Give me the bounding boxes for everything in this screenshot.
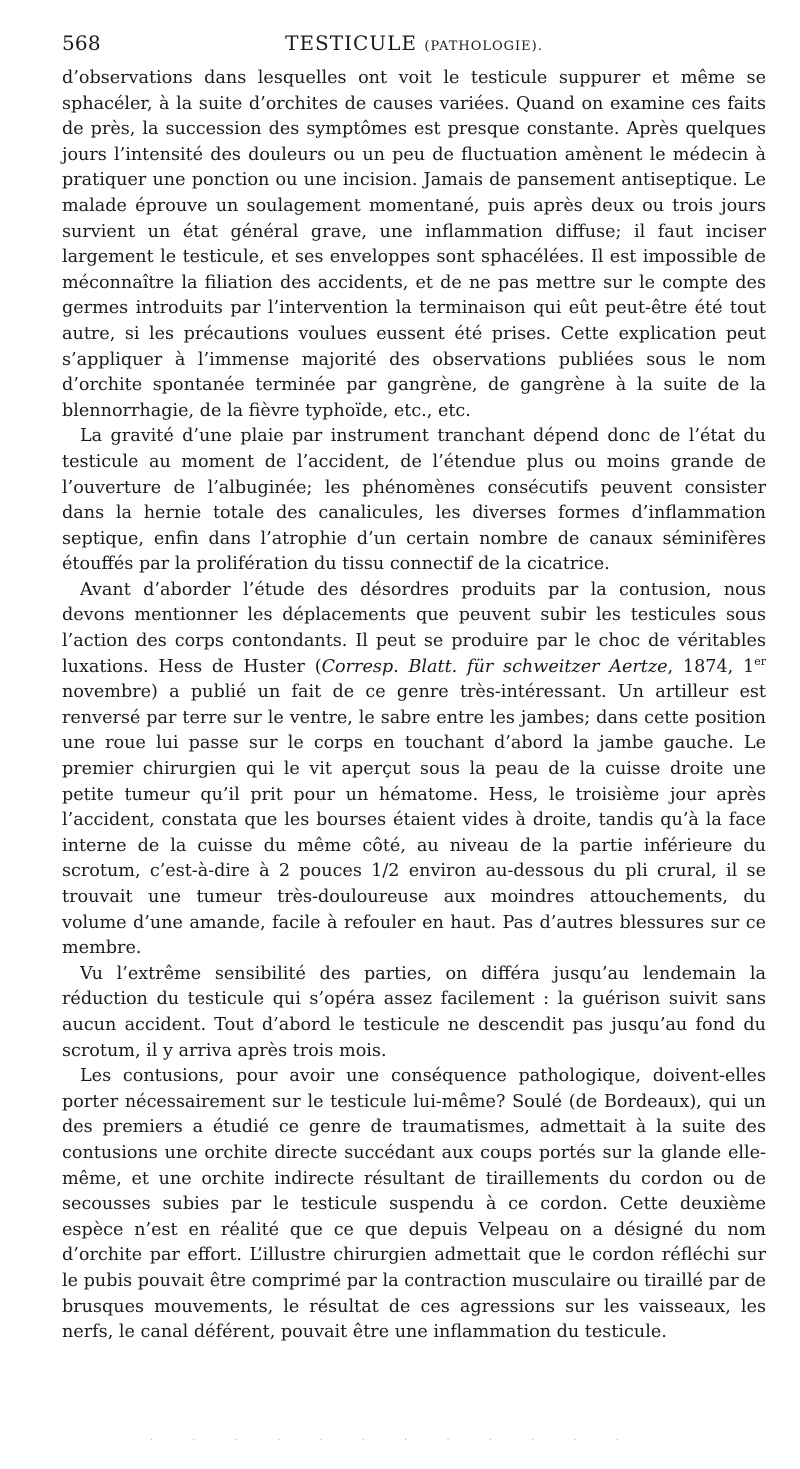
journal-citation: Corresp. Blatt. für schweitzer Aertze xyxy=(321,656,668,677)
ordinal-superscript: er xyxy=(754,654,766,668)
paragraph-3 xyxy=(62,578,766,962)
paragraph-3-text-before: Avant d’aborder l’étude des désordres produits par la contusion, nous devons mentionner les déplacements que peuvent subir les testicules sous l’action des corps contondants. Il peut se produire par le choc de véritables luxations. Hess de Huster ( xyxy=(62,579,766,677)
paragraph-5 xyxy=(62,1064,766,1346)
paragraph-5-text: Les contusions, pour avoir une conséquence pathologique, doivent-elles porter nécessairement sur le testicule lui-même? Soulé (de Bordeaux), qui un des premiers a étudié ce genre de traumatismes, admettait à la suite des contusions une orchite directe succédant aux coups portés sur la glande elle-même, et une orchite indirecte résultant de tiraillements du cordon ou de secousses subies par le testicule suspendu à ce cordon. Cette deuxième espèce n’est en réalité que ce que depuis Velpeau on a désigné du nom d’orchite par effort. L’illustre chirurgien admettait que le cordon réfléchi sur le pubis pouvait être comprimé par la contraction musculaire ou tiraillé par de brusques mouvements, le résultat de ces agressions sur les vaisseaux, les nerfs, le canal déférent, pouvait être une inflammation du testicule. xyxy=(62,1066,766,1343)
running-header xyxy=(62,28,766,62)
paragraph-3-text-mid: , 1874, 1 xyxy=(667,656,755,677)
paragraph-3-text-after: novembre) a publié un fait de ce genre très-intéressant. Un artilleur est renversé par terre sur le ventre, le sabre entre les jambes; dans cette position une roue lui passe sur le corps en touchant d’abord la jambe gauche. Le premier chirurgien qui le vit aperçut sous la peau de la cuisse droite une petite tumeur qu’il prit pour un hématome. Hess, le troisième jour après l’accident, constata que les bourses étaient vides à droite, tandis qu’à la face interne de la cuisse du même côté, au niveau de la partie inférieure du scrotum, c’est-à-dire à 2 pouces 1/2 environ au-dessous du pli crural, il se trouvait une tumeur très-douloureuse aux moindres attouchements, du volume d’une amande, facile à refouler en haut. Pas d’autres blessures sur ce membre. xyxy=(62,682,766,959)
scan-artifact-dots: · · · · · · · · · · · · xyxy=(150,1438,638,1444)
running-title xyxy=(62,28,766,62)
paragraph-4-text: Vu l’extrême sensibilité des parties, on différa jusqu’au lendemain la réduction du testicule qui s’opéra assez facilement : la guérison suivit sans aucun accident. Tout d’abord le testicule ne descendit pas jusqu’au fond du scrotum, il y arriva après trois mois. xyxy=(62,963,766,1061)
paragraph-2 xyxy=(62,424,766,578)
body-text xyxy=(62,66,766,1346)
paragraph-4 xyxy=(62,962,766,1064)
paragraph-1 xyxy=(62,66,766,424)
paragraph-2-text: La gravité d’une plaie par instrument tranchant dépend donc de l’état du testicule au moment de l’accident, de l’étendue plus ou moins grande de l’ouverture de l’albuginée; les phénomènes consécutifs peuvent consister dans la hernie totale des canalicules, les diverses formes d’inflammation septique, enfin dans l’atrophie d’un certain nombre de canaux séminifères étouffés par la prolifération du tissu connectif de la cicatrice. xyxy=(62,426,766,575)
running-title-main: TESTICULE xyxy=(285,31,418,55)
page-number: 568 xyxy=(62,31,101,55)
running-title-sub: (PATHOLOGIE). xyxy=(424,39,543,54)
page xyxy=(62,28,766,1346)
paragraph-1-text: d’observations dans lesquelles ont voit le testicule suppurer et même se sphacéler, à la suite d’orchites de causes variées. Quand on examine ces faits de près, la succession des symptômes est presque constante. Après quelques jours l’intensité des douleurs ou un peu de fluctuation amènent le médecin à pratiquer une ponction ou une incision. Jamais de pansement antiseptique. Le malade éprouve un soulagement momentané, puis après deux ou trois jours survient un état général grave, une inflammation diffuse; il faut inciser largement le testicule, et ses enveloppes sont sphacélées. Il est impossible de méconnaître la filiation des accidents, et de ne pas mettre sur le compte des germes introduits par l’intervention la terminaison qui eût peut-être été tout autre, si les précautions voulues eussent été prises. Cette explication peut s’appliquer à l’immense majorité des observations publiées sous le nom d’orchite spontanée terminée par gangrène, de gangrène à la suite de la blennorrhagie, de la fièvre typhoïde, etc., etc. xyxy=(62,68,766,421)
